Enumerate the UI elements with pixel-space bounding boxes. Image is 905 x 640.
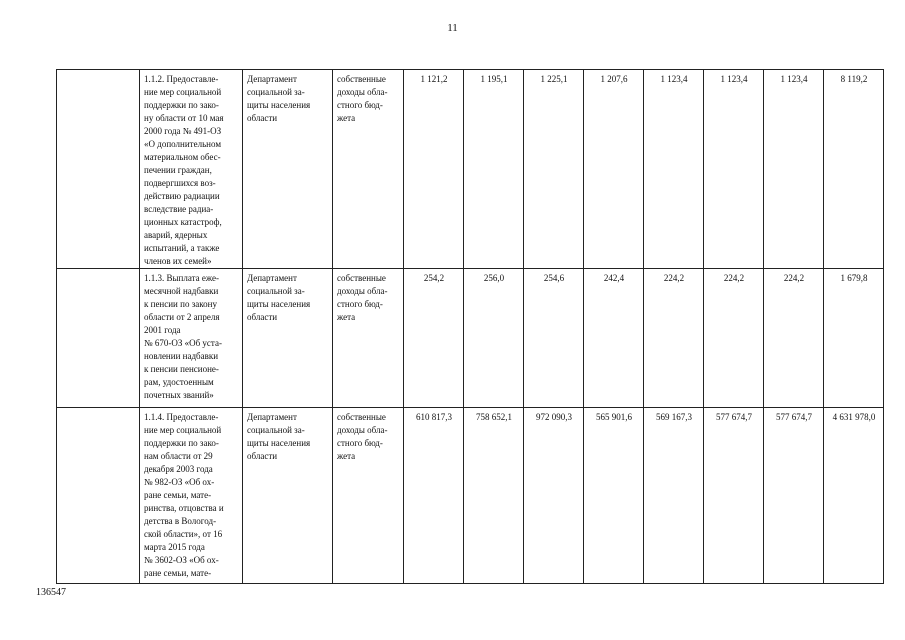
funding-source-cell: собственные доходы обла- стного бюд- жета [333,408,404,584]
document-code: 136547 [36,587,66,598]
value-cell: 1 225,1 [524,70,584,269]
executor-cell: Департамент социальной за- щиты населения области [243,70,333,269]
value-cell: 224,2 [644,269,704,408]
value-cell: 256,0 [464,269,524,408]
table-row [57,269,884,408]
measure-name-cell: 1.1.3. Выплата еже- месячной надбавки к пенсии по закону области от 2 апреля 2001 года № 670-ОЗ «Об уста- новлении надбавки к пенсии пенсионе- рам, удостоенным почетных званий» [140,269,243,408]
total-value-cell: 8 119,2 [824,70,884,269]
value-cell: 1 123,4 [644,70,704,269]
funding-source-cell: собственные доходы обла- стного бюд- жета [333,269,404,408]
value-cell: 577 674,7 [704,408,764,584]
funding-source-cell: собственные доходы обла- стного бюд- жета [333,70,404,269]
blank-cell [57,408,140,584]
table-row [57,70,884,269]
blank-cell [57,70,140,269]
value-cell: 1 123,4 [764,70,824,269]
value-cell: 254,2 [404,269,464,408]
value-cell: 1 121,2 [404,70,464,269]
page-number: 11 [447,22,458,34]
value-cell: 565 901,6 [584,408,644,584]
blank-cell [57,269,140,408]
value-cell: 224,2 [704,269,764,408]
value-cell: 1 207,6 [584,70,644,269]
executor-cell: Департамент социальной за- щиты населения области [243,408,333,584]
value-cell: 610 817,3 [404,408,464,584]
executor-cell: Департамент социальной за- щиты населения области [243,269,333,408]
value-cell: 758 652,1 [464,408,524,584]
value-cell: 972 090,3 [524,408,584,584]
value-cell: 1 123,4 [704,70,764,269]
value-cell: 569 167,3 [644,408,704,584]
measure-name-cell: 1.1.2. Предоставле- ние мер социальной поддержки по зако- ну области от 10 мая 2000 года № 491-ОЗ «О дополнительном материальном обес- печении граждан, подвергшихся воз- действию радиации вследствие радиа- ционных катастроф, аварий, ядерных испытаний, а также членов их семей» [140,70,243,269]
program-table [56,69,884,584]
value-cell: 254,6 [524,269,584,408]
table-row [57,408,884,584]
value-cell: 224,2 [764,269,824,408]
value-cell: 1 195,1 [464,70,524,269]
value-cell: 242,4 [584,269,644,408]
value-cell: 577 674,7 [764,408,824,584]
total-value-cell: 4 631 978,0 [824,408,884,584]
measure-name-cell: 1.1.4. Предоставле- ние мер социальной поддержки по зако- нам области от 29 декабря 2003 года № 982-ОЗ «Об ох- ране семьи, мате- ринства, отцовства и детства в Вологод- ской области», от 16 марта 2015 года № 3602-ОЗ «Об ох- ране семьи, мате- [140,408,243,584]
total-value-cell: 1 679,8 [824,269,884,408]
